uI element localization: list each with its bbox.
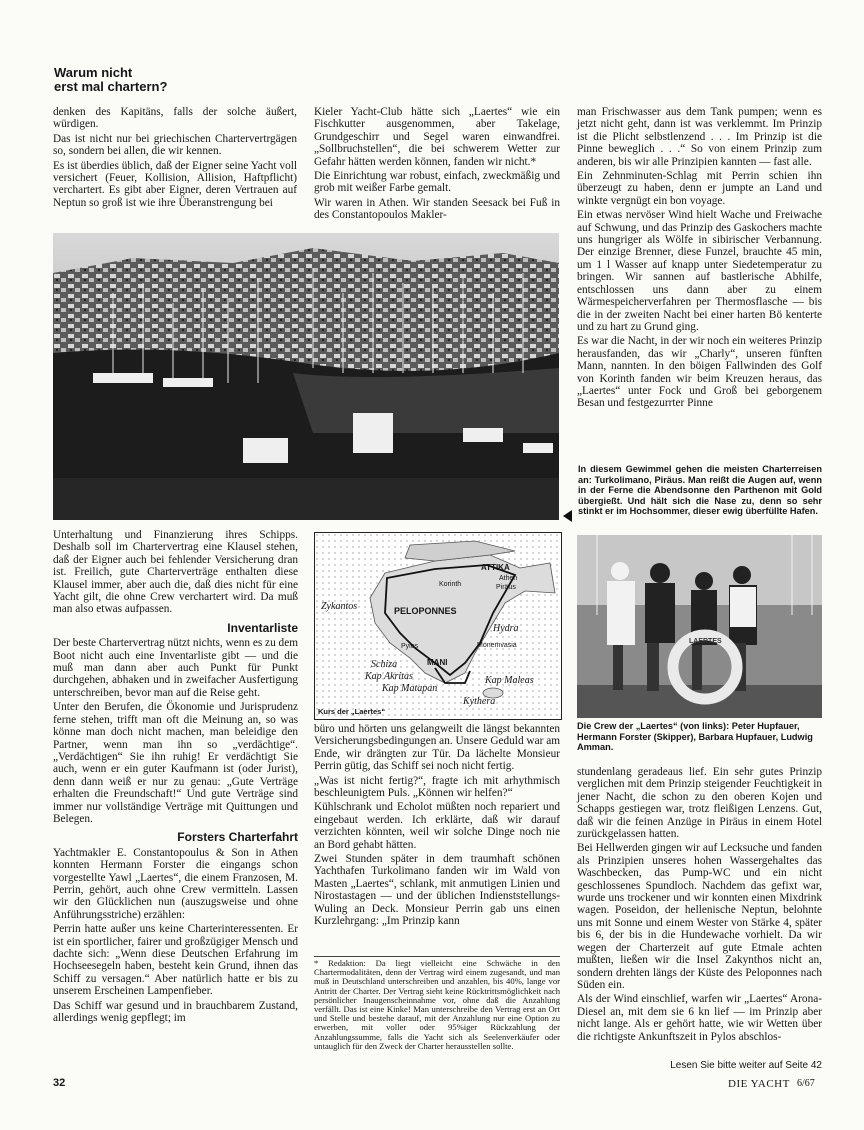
crew-photo <box>577 535 822 718</box>
map-label-zykantos: Zykantos <box>321 601 358 612</box>
route-map <box>314 532 562 720</box>
paragraph: Es war die Nacht, in der wir noch ein weiteres Prinzip herausfanden, das wir „Charly“, unseren fünften Mann, nannten. In den böigen Fallwinden des Golf von Korinth fanden wir beim Kreuzen heraus, das „Laertes“ unter Fock und Groß bei geborgenem Besan und festgezurrter Pinne <box>577 335 822 410</box>
continued-note: Lesen Sie bitte weiter auf Seite 42 <box>670 1060 822 1071</box>
lifebuoy-label: LAERTES <box>689 638 722 645</box>
paragraph: Der beste Chartervertrag nützt nichts, wenn es zu dem Boot nicht auch eine Inventarliste gibt — und die muß man dann aber auch Punkt für Punkt durchgehen, abhaken und in zweifacher Ausfertigung unterschreiben, bevor man auf die Reise geht. <box>53 637 298 699</box>
map-label-korinth: Korinth <box>439 581 462 588</box>
map-label-attika: ATTIKA <box>481 563 510 572</box>
paragraph: büro und hörten uns gelangweilt die längst bekannten Versicherungsbedingungen an. Unsere Geduld war am Ende, wir drängten zur Tür. Da lächelte Monsieur Perrin gütig, das Schiff sei noch nicht fertig. <box>314 723 560 773</box>
map-label-athen: Athen <box>499 575 518 582</box>
map-caption: Kurs der „Laertes“ <box>318 707 386 716</box>
map-label-piraus: Piräus <box>496 584 516 591</box>
paragraph: Wir waren in Athen. Wir standen Seesack bei Fuß in des Constantopoulos Makler- <box>314 196 560 222</box>
paragraph: Ein etwas nervöser Wind hielt Wache und Freiwache auf Schwung, und das Prinzip des Gaskochers machte uns hungriger als Wölfe in sibirischer Verbannung. Der einzige Brenner, diese Funzel, brauchte 45 min, um 1 l Wasser auf knapp unter Siedetemperatur zu bringen. Wir sannen auf bastlerische Abhilfe, entschlossen uns dann aber zu einem Wärmespeicherverfahren per Thermosflasche — bis die in der zweiten Nacht bei einer harten Bö kenterte und zu hart zu Grund ging. <box>577 209 822 333</box>
col1-bottom-text <box>53 529 298 1026</box>
paragraph: „Was ist nicht fertig?“, fragte ich mit arhythmisch beschleunigtem Puls. „Können wir helfen?“ <box>314 774 560 800</box>
crew-photo-graphic <box>577 535 822 718</box>
subheading-inventarliste: Inventarliste <box>227 620 298 635</box>
paragraph: Das Schiff war gesund und in brauchbarem Zustand, allerdings wenig gepflegt; im <box>53 999 298 1025</box>
paragraph: Kühlschrank und Echolot müßten noch repariert und eingebaut werden. Ich erklärte, daß wir darauf verzichten könnten, weil wir solche Dinge noch nie an Bord gehabt hätten. <box>314 801 560 851</box>
map-label-peloponnes: PELOPONNES <box>394 606 457 616</box>
issue-number: 6/67 <box>797 1078 815 1089</box>
col2-bottom-text <box>314 723 560 930</box>
paragraph: Zwei Stunden später in dem traumhaft schönen Yachthafen Turkolimano fanden wir im Wald von Masten „Laertes“, schlank, mit anmutigen Linien und Nirostastagen — und der üblichen Indienststellungs-Wuling an Deck. Monsieur Perrin gab uns einen Kurzlehrgang: „Im Prinzip kann <box>314 853 560 928</box>
paragraph: Ein Zehnminuten-Schlag mit Perrin schien ihn überzeugt zu haben, denn er jumpte an Land und winkte vergnügt ein bon voyage. <box>577 170 822 207</box>
map-label-mani: MANI <box>427 658 448 667</box>
crew-photo-caption: Die Crew der „Laertes“ (von links): Peter Hupfauer, Hermann Forster (Skipper), Barbara Hupfauer, Ludwig Amman. <box>577 721 813 753</box>
map-label-monemvasia: Monemvasia <box>477 642 517 649</box>
paragraph: Unter den Berufen, die Ökonomie und Jurisprudenz ferne stehen, trifft man oft die Meinung an, so was könne man doch nicht machen, man beleidige den Partner, wenn man ihn so „verdächtige“. „Verdächtigen“ Sie ihn ruhig! Er verdächtigt Sie auch, wenn er ein guter Kaufmann ist (oder Jurist), denn dann weiß er nur zu genau: „Gute Verträge erhalten die Freundschaft!“ Und gute Verträge sind immer nur vollständige Verträge mit Quittungen und Belegen. <box>53 701 298 825</box>
col2-top-text <box>314 106 560 224</box>
paragraph: Es ist überdies üblich, daß der Eigner seine Yacht voll versichert (Feuer, Kollision, Allision, Haftpflicht) verchartert. Es gibt aber Eigner, deren Vertrauen auf Neptun so groß ist wie ihre Überanstrengung bei <box>53 159 297 209</box>
map-label-pylos: Pylos <box>401 643 419 650</box>
paragraph: Perrin hatte außer uns keine Charterinteressenten. Er ist ein sportlicher, fairer und großzügiger Mensch und dachte sich: „Wenn diese Deutschen Erfahrung im Hochseesegeln haben, besteht kein Grund, ihnen das Schiff zu versagen.“ Aber natürlich hatte er bis zu unserem Erscheinen Lampenfieber. <box>53 923 298 998</box>
paragraph: denken des Kapitäns, falls der solche äußert, würdigen. <box>53 106 297 131</box>
col3-top-text <box>577 106 822 412</box>
paragraph: Bei Hellwerden gingen wir auf Lecksuche und fanden als Prinzipien unseres hohen Wassergehaltes das Waschbecken, das Pump-WC und ein nicht geschlossenes Spundloch. Nachdem das gefixt war, wurde uns trockener und wir konnten einen Mixdrink wagen. Poseidon, der hellenische Neptun, belohnte uns mit Sonne und einem Wester von Stärke 4, später bis 6, der bis in die Hundewache vorhielt. Da wir wegen der Charterzeit auf gute Etmale achten mußten, ließen wir die Insel Zakynthos nicht an, sondern drehten längs der Küste des Peloponnes nach Süden ein. <box>577 842 822 991</box>
map-label-kap-maleas: Kap Maleas <box>485 675 534 686</box>
subheading-forsters-charterfahrt: Forsters Charterfahrt <box>177 830 298 845</box>
harbor-photo-caption: In diesem Gewimmel gehen die meisten Charterreisen an: Turkolimano, Piräus. Man reißt die Augen auf, wenn in der Ferne die Abendsonne den Parthenon mit Gold übergießt. Und hält sich die Nase zu, denn so sehr stinkt er im Hochsommer, dieser ewig überfüllte Hafen. <box>578 464 822 517</box>
magazine-name: DIE YACHT <box>728 1078 790 1090</box>
harbor-photo-graphic <box>53 233 559 520</box>
map-label-kythera: Kythera <box>463 696 496 707</box>
footnote: * Redaktion: Da liegt vielleicht eine Schwäche in den Chartermodalitäten, denn der Vertrag wird einem zugesandt, und man muß in Deutschland unterschreiben und anzahlen, bis 40%, lange vor Antritt der Charter. Der Vertrag sieht keine Rücktrittsmöglichkeit nach persönlicher Inaugenscheinnahme vor, ohne daß die Anzahlung verfällt. Das ist eine Kinke! Man unterschreibe den Vertrag erst an Ort und Stelle und bestehe darauf, mit der Anzahlung nur eine Option zu erwerben, mit voller oder 95%iger Rückzahlung der Anzahlungssumme, falls die Yacht sich als Seelenverkäufer oder untauglich für den Zweck der Charter herausstellen sollte. <box>314 958 560 1051</box>
col3-bottom-text <box>577 766 822 1045</box>
paragraph: Als der Wind einschlief, warfen wir „Laertes“ Arona-Diesel an, mit dem sie 6 kn lief — im Prinzip aber nicht lange. Als er gehört hatte, wie wir Wetten über die richtigste Ankunftszeit in Pylos abschlos- <box>577 993 822 1043</box>
map-label-kap-matapan: Kap Matapan <box>382 683 438 694</box>
map-label-hydra: Hydra <box>493 623 519 634</box>
paragraph: Unterhaltung und Finanzierung ihres Schipps. Deshalb soll im Chartervertrag eine Klausel stehen, daß der Eigner auch bei fehlender Versicherung dran ist. Freilich, gute Charterverträge enthalten diese Klausel immer, aber auch die, daß dies nicht für eine Yacht gilt, die ohne Crew verchartert wird. Da muß man also etwas aufpassen. <box>53 529 298 616</box>
paragraph: Kieler Yacht-Club hätte sich „Laertes“ wie ein Fischkutter ausgenommen, aber Takelage, Grundgeschirr und Segel waren einwandfrei. „Sollbruchstellen“, die bei schwerem Wetter zur Gefahr hätten werden können, fanden wir nicht.* <box>314 106 560 168</box>
map-graphic <box>315 533 561 719</box>
harbor-photo <box>53 233 559 520</box>
map-label-schiza: Schiza <box>371 659 398 670</box>
caption-pointer-icon <box>563 510 572 522</box>
paragraph: stundenlang geradeaus lief. Ein sehr gutes Prinzip verglichen mit dem Prinzip steigender Feuchtigkeit in jener Nacht, die schon zu den oberen Kojen und Schapps gestiegen war, trotz fleißigen Lenzens. Gut, daß wir die feinen Anzüge in Piräus in einem Hotel zurückgelassen hatten. <box>577 766 822 841</box>
paragraph: Yachtmakler E. Constantopoulus & Son in Athen konnten Hermann Forster die eingangs schon vorgestellte Yawl „Laertes“, die einem Franzosen, M. Perrin, gehört, auch ohne Crew vermitteln. Lassen wir den Glücklichen nun (auszugsweise und ohne Anführungsstriche) erzählen: <box>53 846 298 921</box>
article-headline: Warum nicht erst mal chartern? <box>54 65 168 94</box>
paragraph: Das ist nicht nur bei griechischen Chartervertrgägen so, sondern bei allen, die wir kennen. <box>53 132 297 158</box>
paragraph: man Frischwasser aus dem Tank pumpen; wenn es jetzt nicht geht, dann ist was verklemmt. Im Prinzip ist die Plicht selbstlenzend . . . Im Prinzip ist die Pinne beweglich . . .“ So von einem Prinzip zum anderen, bis wir alle Prinzipien kannten — fast alle. <box>577 106 822 168</box>
map-label-kap-akritas: Kap Akritas <box>365 671 413 682</box>
page-number: 32 <box>53 1077 66 1089</box>
col1-top-text <box>53 106 297 211</box>
paragraph: Die Einrichtung war robust, einfach, zweckmäßig und grob mit weißer Farbe gemalt. <box>314 170 560 195</box>
